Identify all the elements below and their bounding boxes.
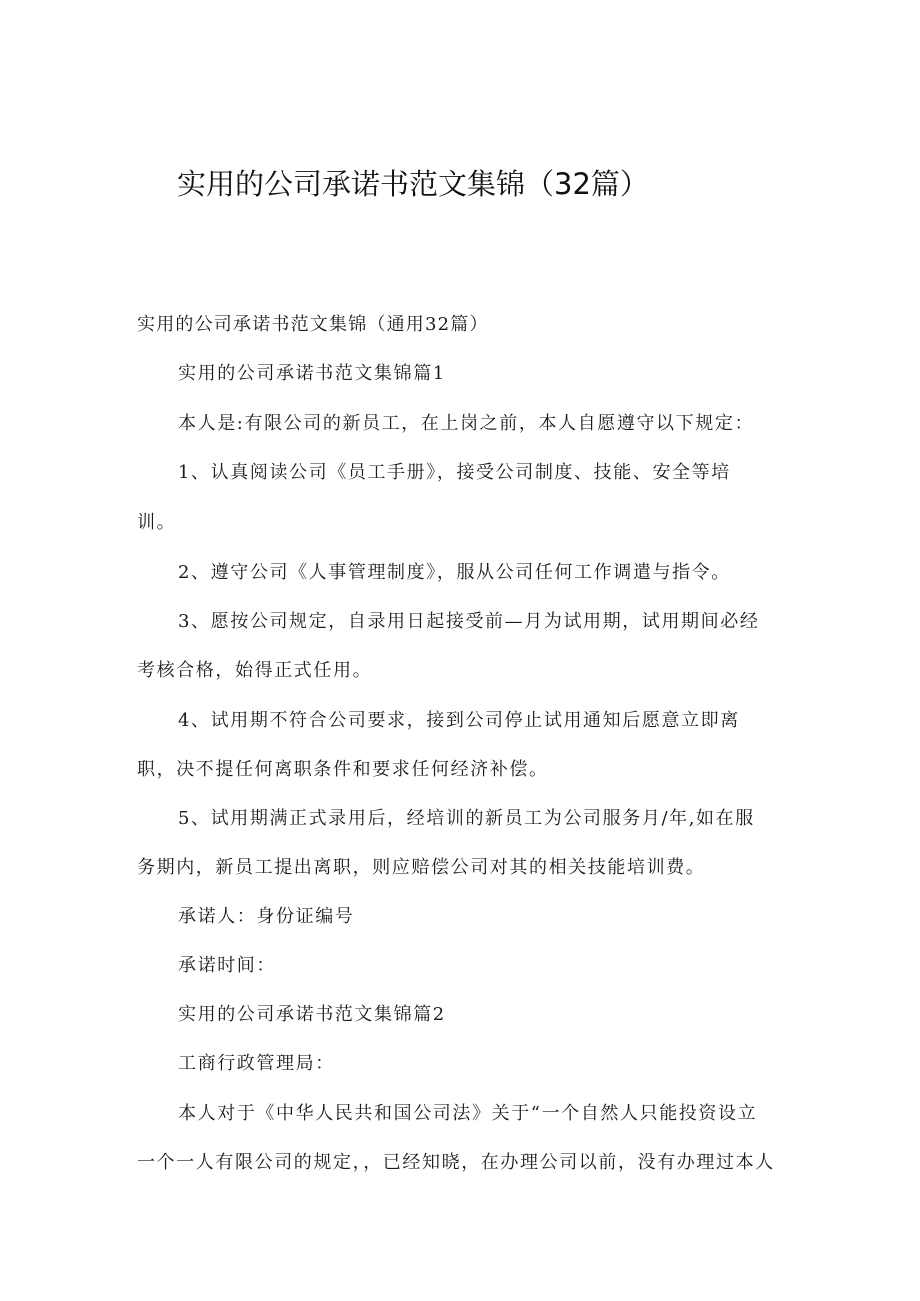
document-subtitle: 实用的公司承诺书范文集锦（通用32篇） xyxy=(137,314,489,335)
paragraph-line: 工商行政管理局： xyxy=(178,1053,335,1074)
date-line: 承诺时间： xyxy=(178,955,276,976)
paragraph-line: 务期内，新员工提出离职，则应赔偿公司对其的相关技能培训费。 xyxy=(137,857,706,878)
paragraph-line: 训。 xyxy=(137,512,177,533)
paragraph-line: 职，决不提任何离职条件和要求任何经济补偿。 xyxy=(137,759,549,780)
paragraph-line: 考核合格，始得正式任用。 xyxy=(137,660,373,681)
paragraph-line: 1、认真阅读公司《员工手册》，接受公司制度、技能、安全等培 xyxy=(178,462,731,483)
paragraph-line: 本人是:有限公司的新员工，在上岗之前，本人自愿遵守以下规定： xyxy=(178,413,755,434)
paragraph-line: 5、试用期满正式录用后，经培训的新员工为公司服务月/年,如在服 xyxy=(178,808,755,829)
document-title: 实用的公司承诺书范文集锦（32篇） xyxy=(177,167,649,201)
paragraph-line: 3、愿按公司规定，自录用日起接受前—月为试用期，试用期间必经 xyxy=(178,611,760,632)
paragraph-line: 一个一人有限公司的规定，，已经知晓，在办理公司以前，没有办理过本人 xyxy=(137,1152,775,1173)
paragraph-line: 4、试用期不符合公司要求，接到公司停止试用通知后愿意立即离 xyxy=(178,710,740,731)
section-heading-1: 实用的公司承诺书范文集锦篇1 xyxy=(178,363,446,384)
paragraph-line: 本人对于《中华人民共和国公司法》关于“一个自然人只能投资设立 xyxy=(178,1103,758,1124)
section-heading-2: 实用的公司承诺书范文集锦篇2 xyxy=(178,1004,446,1025)
paragraph-line: 2、遵守公司《人事管理制度》，服从公司任何工作调遣与指令。 xyxy=(178,562,731,583)
signature-line: 承诺人：身份证编号 xyxy=(178,906,355,927)
